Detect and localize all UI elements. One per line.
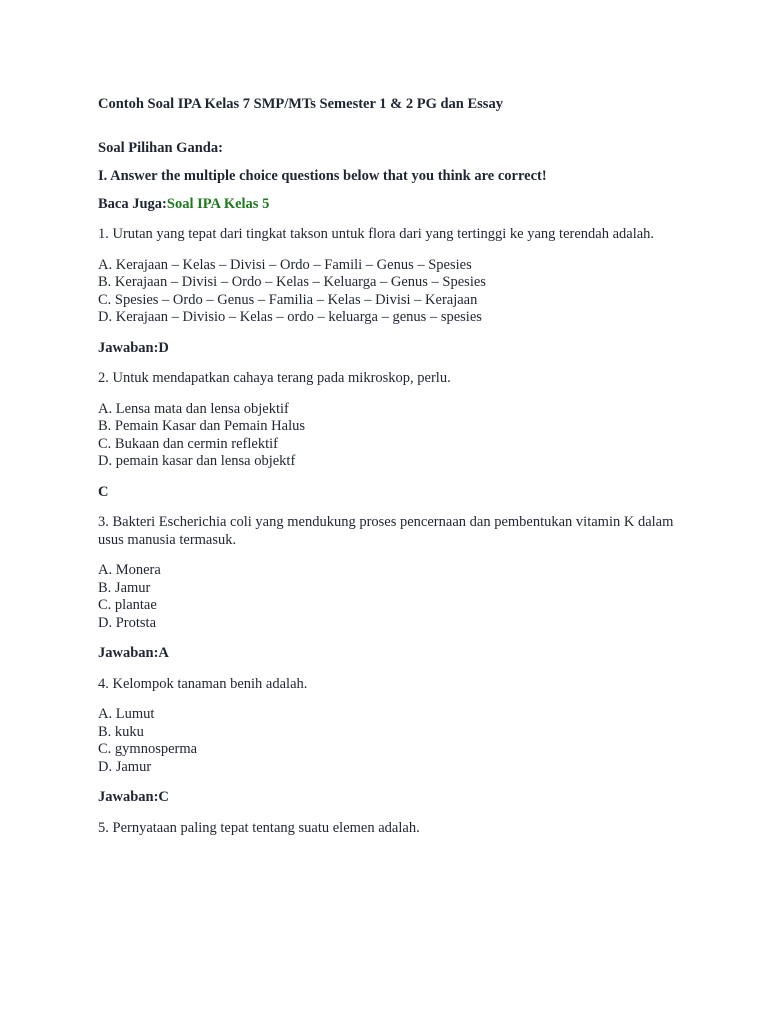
- question-text: 1. Urutan yang tepat dari tingkat takson untuk flora dari yang tertinggi ke yang terendah adalah.: [98, 226, 655, 242]
- option-item: D. Kerajaan – Divisio – Kelas – ordo – keluarga – genus – spesies: [98, 309, 482, 325]
- option-item: D. Protsta: [98, 614, 156, 631]
- option-item: B. Kerajaan – Divisi – Ordo – Kelas – Keluarga – Genus – Spesies: [98, 274, 486, 290]
- option-item: C. plantae: [98, 597, 157, 613]
- option-item: A. Lensa mata dan lensa objektif: [98, 400, 289, 417]
- option-item: C. gymnosperma: [98, 741, 198, 757]
- instruction-text: I. Answer the multiple choice questions below that you think are correct!: [98, 168, 547, 184]
- baca-juga-label: Baca Juga:: [98, 195, 167, 212]
- option-item: A. Kerajaan – Kelas – Divisi – Ordo – Famili – Genus – Spesies: [98, 256, 472, 273]
- option-list: [98, 257, 678, 327]
- answer-text: C: [98, 483, 109, 500]
- document-page: [98, 96, 678, 850]
- option-item: B. Pemain Kasar dan Pemain Halus: [98, 418, 305, 434]
- option-item: C. Spesies – Ordo – Genus – Familia – Kelas – Divisi – Kerajaan: [98, 291, 478, 308]
- option-item: A. Monera: [98, 562, 161, 578]
- question-text: 2. Untuk mendapatkan cahaya terang pada mikroskop, perlu.: [98, 370, 451, 386]
- option-list: [98, 401, 678, 471]
- answer-text: Jawaban:D: [98, 339, 169, 356]
- option-item: C. Bukaan dan cermin reflektif: [98, 435, 278, 452]
- option-list: [98, 706, 678, 776]
- section-heading: Soal Pilihan Ganda:: [98, 139, 223, 156]
- answer-text: Jawaban:C: [98, 789, 169, 805]
- question-text: 4. Kelompok tanaman benih adalah.: [98, 675, 308, 692]
- option-list: [98, 562, 678, 632]
- option-item: B. kuku: [98, 723, 144, 740]
- question-text: 5. Pernyataan paling tepat tentang suatu elemen adalah.: [98, 819, 420, 836]
- baca-juga-link[interactable]: Soal IPA Kelas 5: [166, 195, 270, 212]
- option-item: A. Lumut: [98, 706, 155, 722]
- question-text: 3. Bakteri Escherichia coli yang mendukung proses pencernaan dan pembentukan vitamin K dalam usus manusia termasuk.: [98, 514, 674, 548]
- option-item: D. pemain kasar dan lensa objektf: [98, 453, 296, 469]
- answer-text: Jawaban:A: [98, 645, 169, 661]
- baca-juga: [98, 196, 678, 214]
- document-title: Contoh Soal IPA Kelas 7 SMP/MTs Semester 1 & 2 PG dan Essay: [98, 96, 503, 112]
- option-item: D. Jamur: [98, 758, 152, 775]
- option-item: B. Jamur: [98, 579, 151, 596]
